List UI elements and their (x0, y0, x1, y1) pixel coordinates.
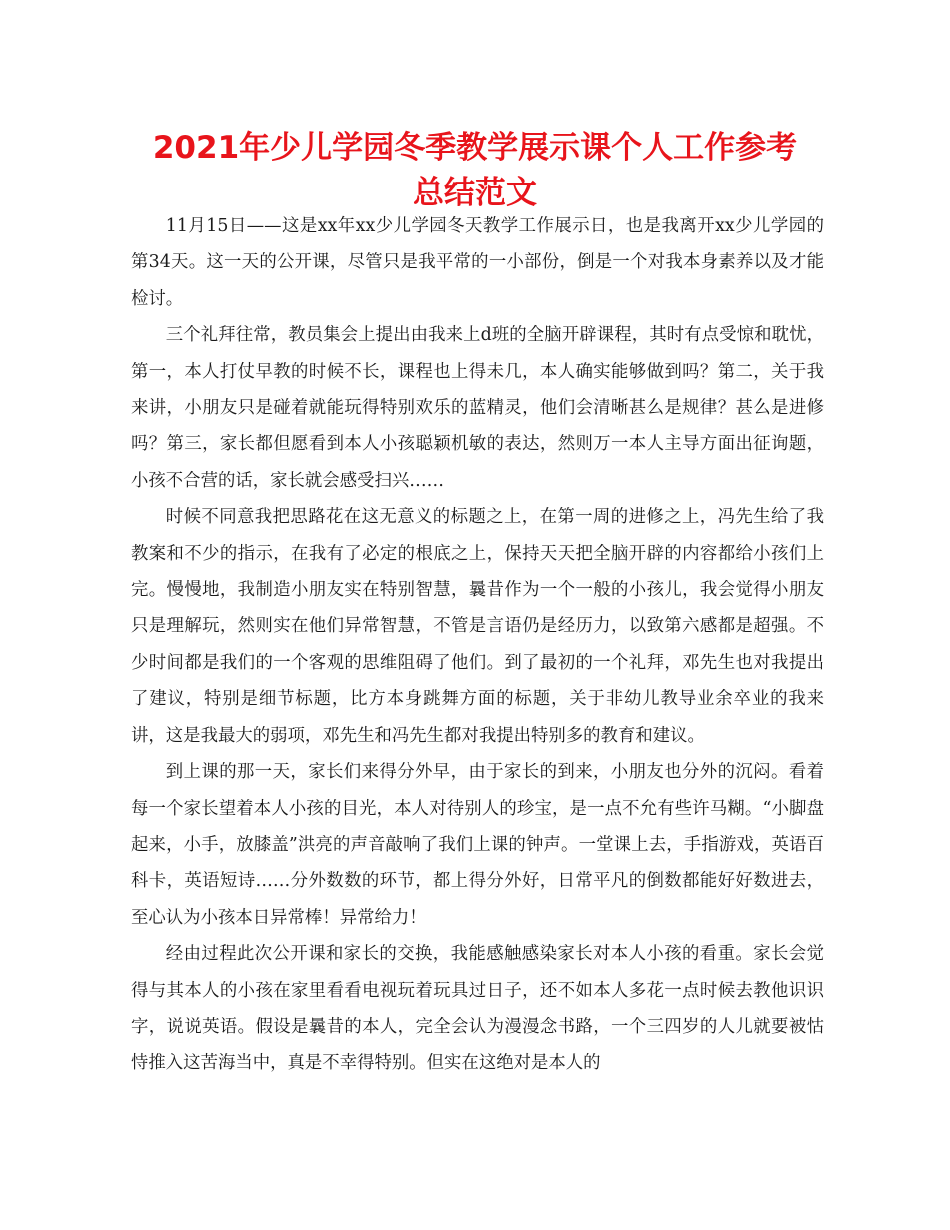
paragraph-1: 11月15日——这是xx年xx少儿学园冬天教学工作展示日，也是我离开xx少儿学园的第34天。这一天的公开课，尽管只是我平常的一小部份，倒是一个对我本身素养以及才能检讨。 (131, 216, 824, 309)
document-title-line-2: 总结范文 (413, 175, 537, 211)
paragraph-5: 经由过程此次公开课和家长的交换，我能感触感染家长对本人小孩的看重。家长会觉得与其本人的小孩在家里看看电视玩着玩具过日子，还不如本人多花一点时候去教他识识字，说说英语。假设是曩昔的本人，完全会认为漫漫念书路，一个三四岁的人儿就要被怙恃推入这苦海当中，真是不幸得特别。但实在这绝对是本人的 (131, 944, 824, 1074)
paragraph-4: 到上课的那一天，家长们来得分外早，由于家长的到来，小朋友也分外的沉闷。看着每一个家长望着本人小孩的目光，本人对待别人的珍宝，是一点不允有些许马糊。“小脚盘起来，小手，放膝盖”洪亮的声音敲响了我们上课的钟声。一堂课上去，手指游戏，英语百科卡，英语短诗……分外数数的环节，都上得分外好，日常平凡的倒数都能好好数进去，至心认为小孩本日异常棒！异常给力！ (131, 762, 824, 928)
document-title-line-1: 2021年少儿学园冬季教学展示课个人工作参考 (152, 130, 798, 166)
document-body (131, 208, 824, 1082)
paragraph-3: 时候不同意我把思路花在这无意义的标题之上，在第一周的进修之上，冯先生给了我教案和不少的指示，在我有了必定的根底之上，保持天天把全脑开辟的内容都给小孩们上完。慢慢地，我制造小朋友实在特别智慧，曩昔作为一个一般的小孩儿，我会觉得小朋友只是理解玩，然则实在他们异常智慧，不管是言语仍是经历力，以致第六感都是超强。不少时间都是我们的一个客观的思维阻碍了他们。到了最初的一个礼拜，邓先生也对我提出了建议，特别是细节标题，比方本身跳舞方面的标题，关于非幼儿教导业余卒业的我来讲，这是我最大的弱项，邓先生和冯先生都对我提出特别多的教育和建议。 (131, 507, 824, 746)
paragraph-2: 三个礼拜往常，教员集会上提出由我来上d班的全脑开辟课程，其时有点受惊和耽忧，第一，本人打仗早教的时候不长，课程也上得未几，本人确实能够做到吗？第二，关于我来讲，小朋友只是碰着就能玩得特别欢乐的蓝精灵，他们会清晰甚么是规律？甚么是进修吗？第三，家长都但愿看到本人小孩聪颖机敏的表达，然则万一本人主导方面出征询题，小孩不合营的话，家长就会感受扫兴…… (131, 325, 824, 491)
